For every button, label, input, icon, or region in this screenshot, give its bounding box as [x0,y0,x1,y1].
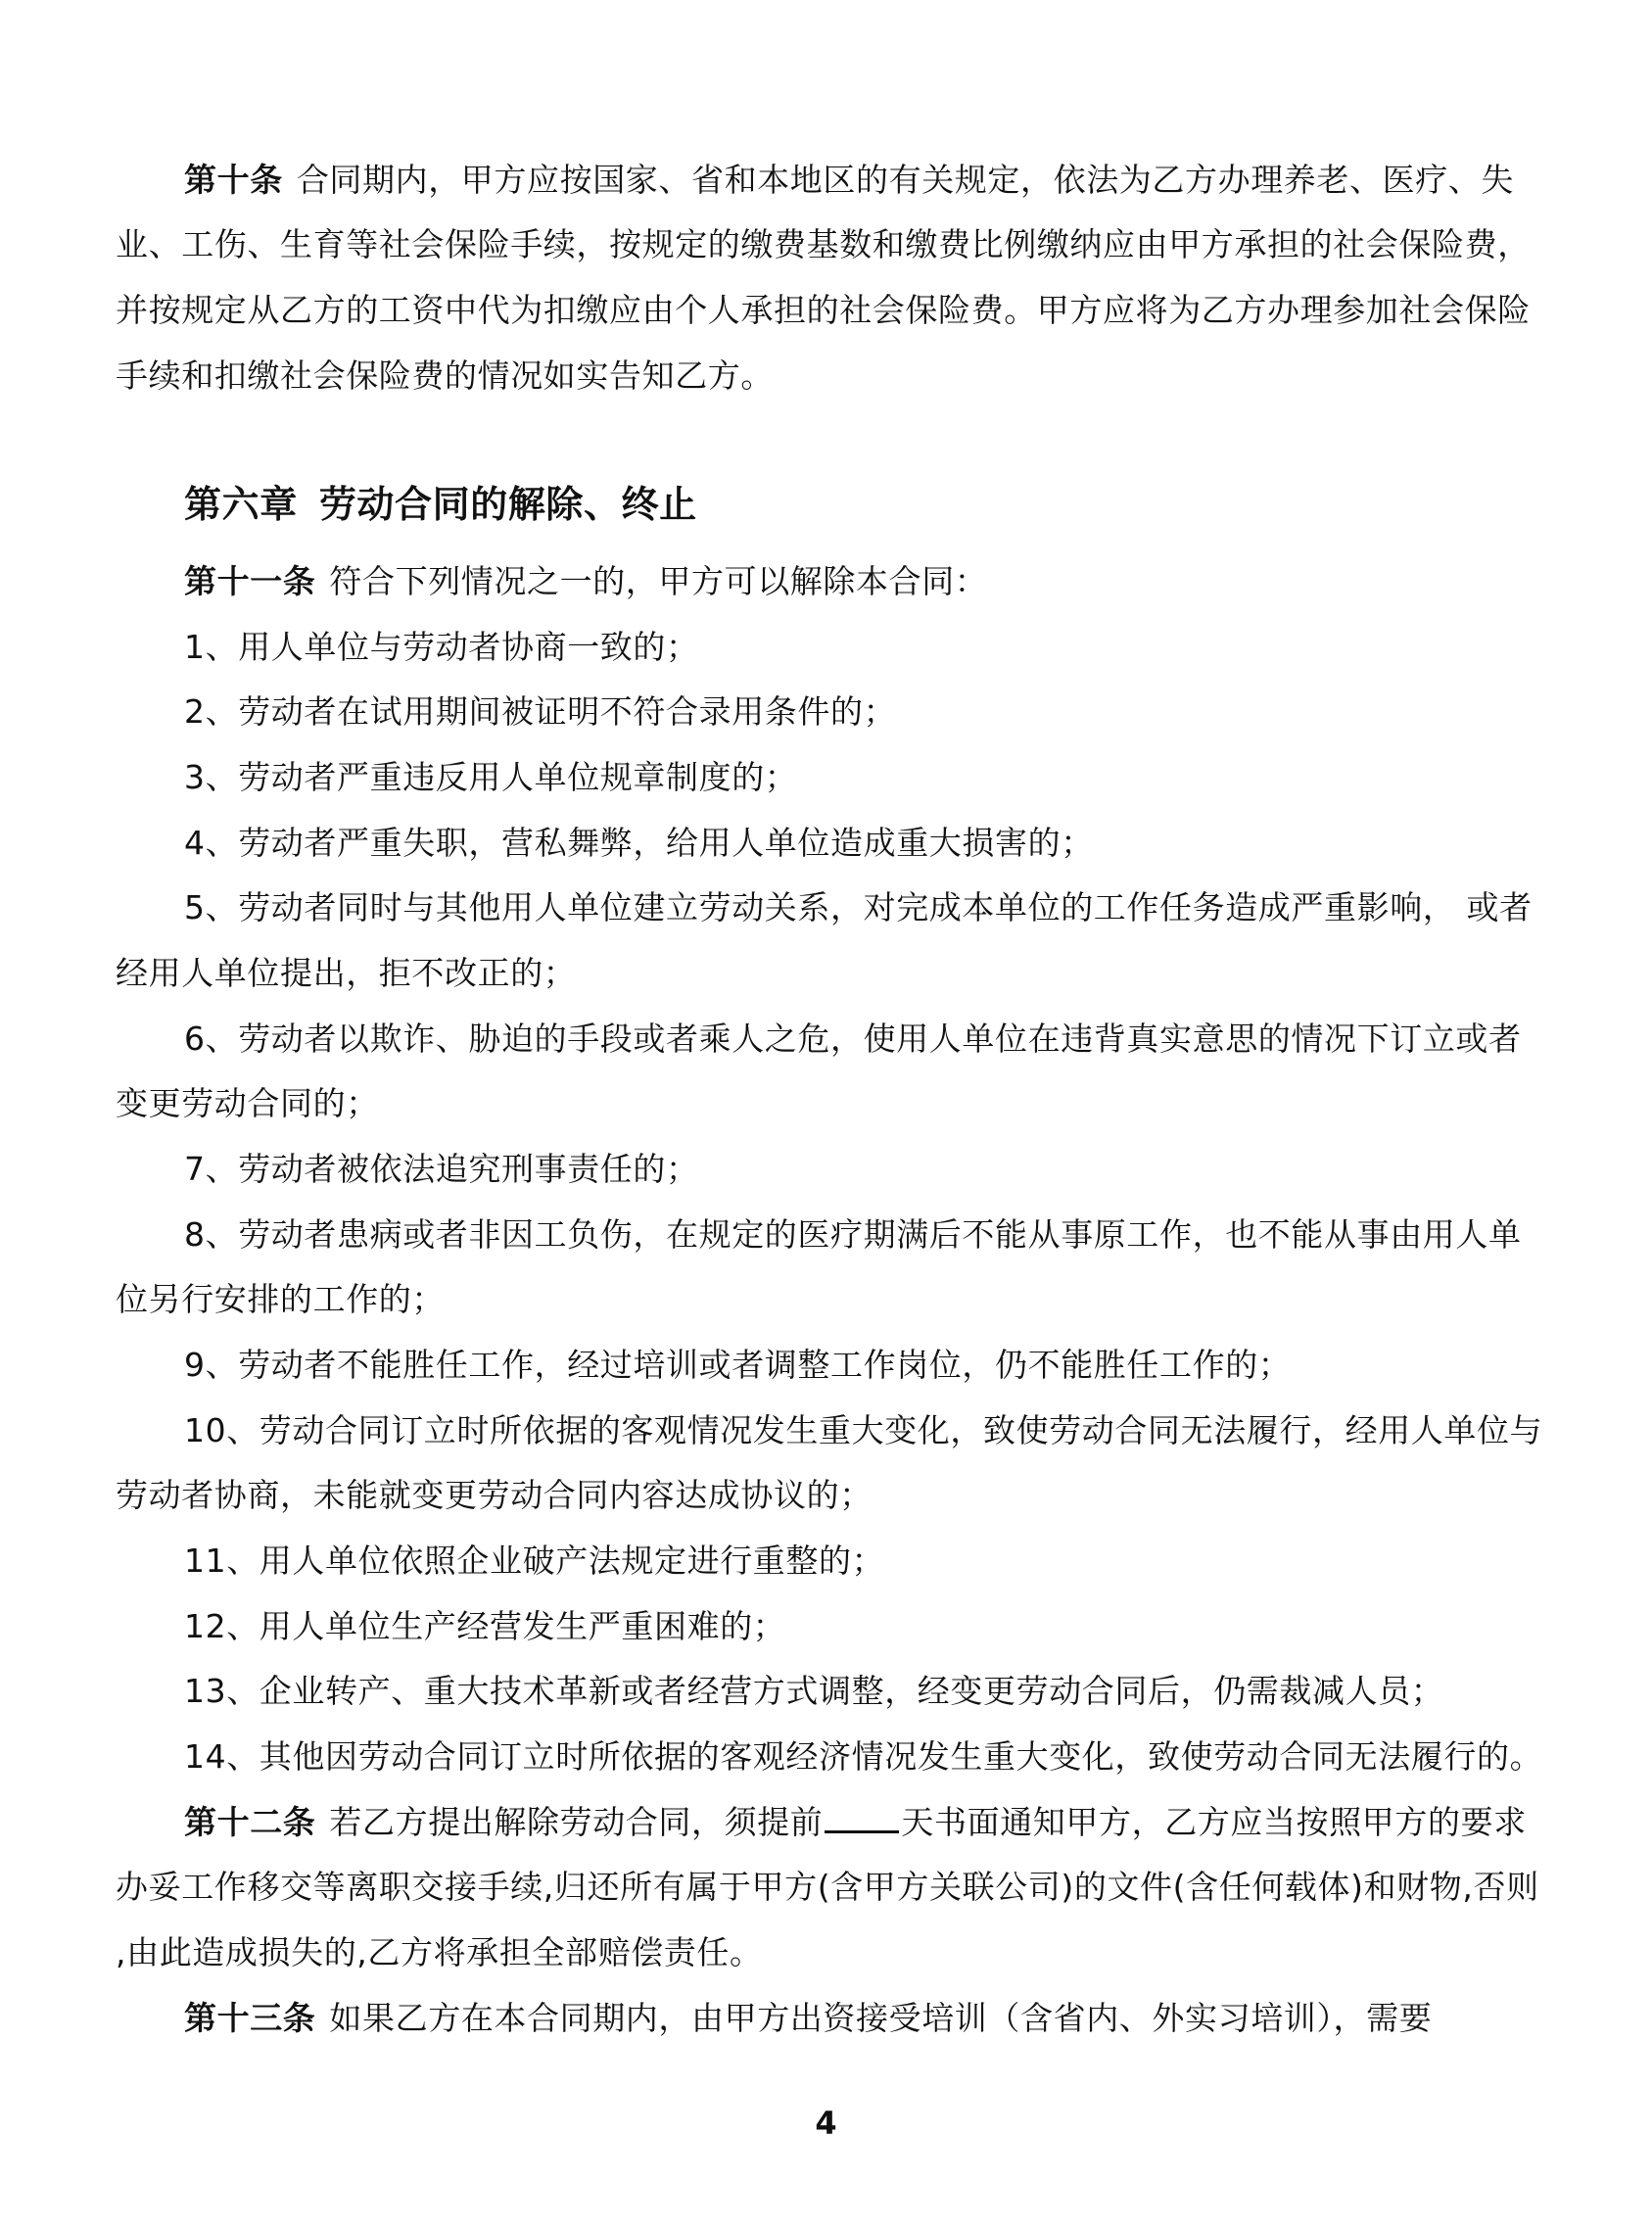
article-11-item: 9、劳动者不能胜任工作，经过培训或者调整工作岗位，仍不能胜任工作的； [184,1346,1292,1384]
article-11-item: 12、用人单位生产经营发生严重困难的； [184,1607,786,1645]
article-10-text-1: 合同期内，甲方应按国家、省和本地区的有关规定，依法为乙方办理养老、医疗、失 [296,161,1515,199]
article-13-label: 第十三条 [184,1999,316,2037]
article-11-item: 8、劳动者患病或者非因工负伤，在规定的医疗期满后不能从事原工作，也不能从事由用人单 [184,1215,1522,1254]
article-11-item: 4、劳动者严重失职，营私舞弊，给用人单位造成重大损害的； [184,824,1094,862]
article-13-text-1: 如果乙方在本合同期内，由甲方出资接受培训（含省内、外实习培训），需要 [329,1999,1433,2037]
article-11-item: 7、劳动者被依法追究刑事责任的； [184,1150,699,1188]
article-12-line-1 [184,1801,1527,1844]
chapter-number: 第六章 [184,483,298,526]
article-11-item-continued: 变更劳动合同的； [116,1084,379,1122]
chapter-heading [184,480,697,529]
article-11-item-continued: 劳动者协商，未能就变更劳动合同内容达成协议的； [116,1476,873,1514]
article-10-line-3: 并按规定从乙方的工资中代为扣缴应由个人承担的社会保险费。甲方应将为乙方办理参加社会保险 [116,291,1531,329]
chapter-title: 劳动合同的解除、终止 [318,483,697,526]
article-11-item: 10、劳动合同订立时所依据的客观情况发生重大变化，致使劳动合同无法履行，经用人单位与 [184,1411,1543,1449]
days-blank-field [825,1801,899,1833]
article-11-item-continued: 经用人单位提出，拒不改正的； [116,954,577,992]
article-11-item: 11、用人单位依照企业破产法规定进行重整的； [184,1542,885,1580]
article-11-item: 1、用人单位与劳动者协商一致的； [184,628,699,666]
article-11-intro: 符合下列情况之一的，甲方可以解除本合同： [329,562,988,600]
article-10-line-1 [184,159,1514,202]
article-13-line-1 [184,1997,1432,2040]
article-12-line-2: 办妥工作移交等离职交接手续,归还所有属于甲方(含甲方关联公司)的文件(含任何载体)和财物,否则 [116,1868,1539,1906]
article-10-line-2: 业、工伤、生育等社会保险手续，按规定的缴费基数和缴费比例缴纳应由甲方承担的社会保险费， [116,225,1531,263]
article-11-item: 3、劳动者严重违反用人单位规章制度的； [184,758,798,796]
article-11-item: 14、其他因劳动合同订立时所依据的客观经济情况发生重大变化，致使劳动合同无法履行的。 [184,1737,1543,1776]
article-11-item: 5、劳动者同时与其他用人单位建立劳动关系，对完成本单位的工作任务造成严重影响， 或者 [184,888,1533,926]
article-10-line-4: 手续和扣缴社会保险费的情况如实告知乙方。 [116,356,774,395]
article-12-label: 第十二条 [184,1803,316,1841]
page-number: 4 [815,2105,837,2142]
article-11-label: 第十一条 [184,562,316,600]
article-11-item: 13、企业转产、重大技术革新或者经营方式调整，经变更劳动合同后，仍需裁减人员； [184,1672,1444,1710]
article-11-item-continued: 位另行安排的工作的； [116,1280,445,1318]
article-12-line-3: ,由此造成损失的,乙方将承担全部赔偿责任。 [116,1933,763,1971]
article-12-text-after-blank: 天书面通知甲方，乙方应当按照甲方的要求 [901,1803,1527,1841]
article-10-label: 第十条 [184,161,283,199]
article-11-item: 6、劳动者以欺诈、胁迫的手段或者乘人之危，使用人单位在违背真实意思的情况下订立或者 [184,1020,1522,1058]
article-12-text-before-blank: 若乙方提出解除劳动合同，须提前 [329,1803,824,1841]
article-11-item: 2、劳动者在试用期间被证明不符合录用条件的； [184,692,897,731]
article-11-intro-line [184,560,987,603]
